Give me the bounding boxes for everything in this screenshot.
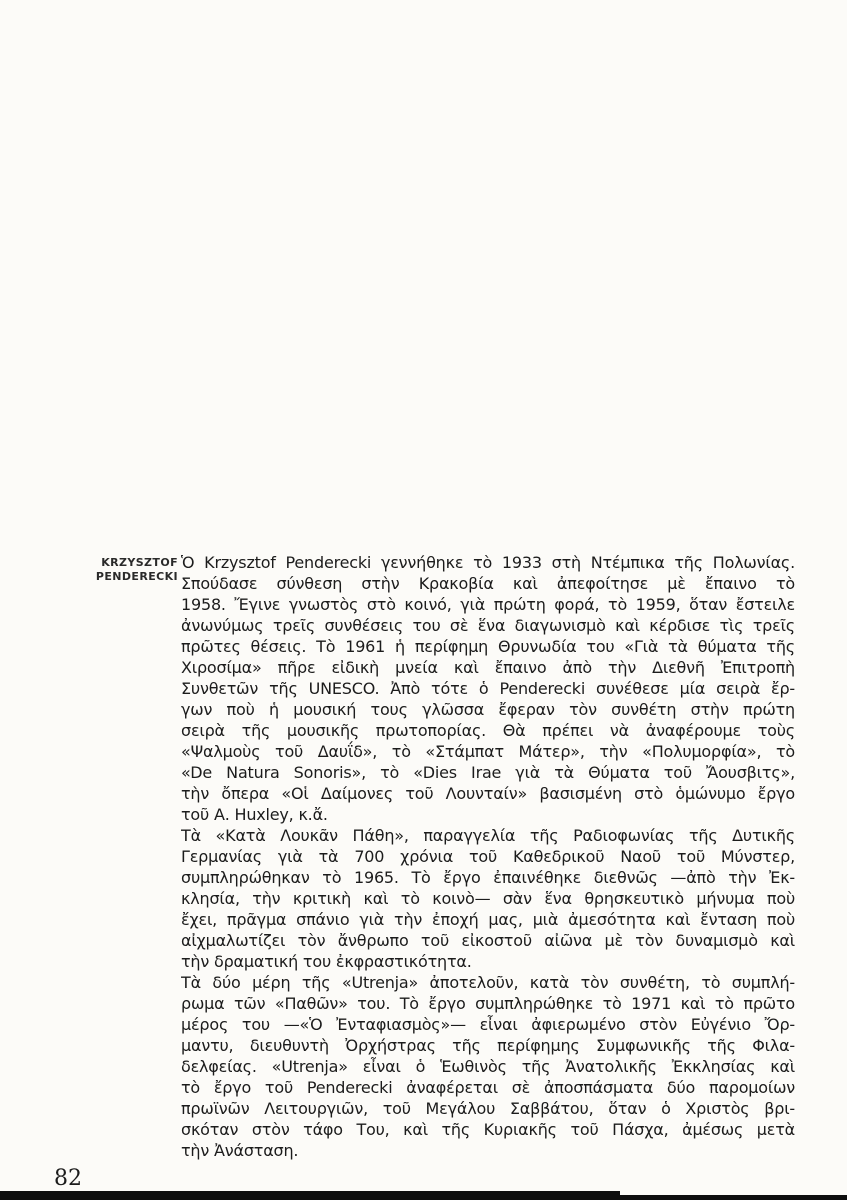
text-line-p1-l13: τοῦ Α. Huxley, κ.ἄ. (181, 805, 328, 824)
article-text (181, 552, 795, 1161)
scan-edge-bar-right (620, 1195, 847, 1200)
scan-edge-bar (0, 1191, 847, 1200)
text-line-p1-l10: «Ψαλμοὺς τοῦ Δαυΐδ», τὸ «Στάμπατ Μάτερ», τὴν «Πολυμορφία», τὸ (181, 742, 795, 761)
text-line-p1-l2: Σπούδασε σύνθεση στὴν Κρακοβία καὶ ἀπεφοίτησε μὲ ἔπαινο τὸ (181, 574, 795, 593)
text-line-p1-l8: γων ποὺ ἡ μουσική τους γλῶσσα ἔφεραν τὸν συνθέτη στὴν πρώτη (181, 700, 795, 719)
text-line-p3-l4: μαντυ, διευθυντὴ Ὀρχήστρας τῆς περίφημης Συμφωνικῆς τῆς Φιλα- (181, 1036, 795, 1055)
text-line-p1-l3: 1958. Ἔγινε γνωστὸς στὸ κοινό, γιὰ πρώτη φορά, τὸ 1959, ὅταν ἔστειλε (181, 595, 795, 614)
text-line-p2-l4: κλησία, τὴν κριτικὴ καὶ τὸ κοινὸ— σὰν ἕνα θρησκευτικὸ μήνυμα ποὺ (181, 889, 795, 908)
text-line-p2-l3: συμπληρώθηκαν τὸ 1965. Τὸ ἔργο ἐπαινέθηκε διεθνῶς —ἀπὸ τὴν Ἐκ- (181, 868, 795, 887)
margin-label-line2: PENDERECKI (95, 569, 178, 583)
text-line-p3-l3: μέρος του —«Ὁ Ἐνταφιασμὸς»— εἶναι ἀφιερωμένο στὸν Εὐγένιο Ὄρ- (181, 1015, 795, 1034)
text-line-p3-l1: Τὰ δύο μέρη τῆς «Utrenja» ἀποτελοῦν, κατὰ τὸν συνθέτη, τὸ συμπλή- (181, 973, 795, 992)
text-line-p2-l7: τὴν δραματική του ἐκφραστικότητα. (181, 952, 472, 971)
text-line-p3-l7: πρωϊνῶν Λειτουργιῶν, τοῦ Μεγάλου Σαββάτου, ὅταν ὁ Χριστὸς βρι- (181, 1099, 795, 1118)
page-number: 82 (54, 1166, 82, 1191)
text-line-p1-l7: Συνθετῶν τῆς UNESCO. Ἀπὸ τότε ὁ Penderecki συνέθεσε μία σειρὰ ἔρ- (181, 679, 795, 698)
text-line-p1-l5: πρῶτες θέσεις. Τὸ 1961 ἡ περίφημη Θρυνωδία του «Γιὰ τὰ θύματα τῆς (181, 637, 795, 656)
text-line-p2-l1: Τὰ «Κατὰ Λουκᾶν Πάθη», παραγγελία τῆς Ραδιοφωνίας τῆς Δυτικῆς (181, 826, 795, 845)
text-line-p1-l9: σειρὰ τῆς μουσικῆς πρωτοπορίας. Θὰ πρέπει νὰ ἀναφέρουμε τοὺς (181, 721, 795, 740)
text-line-p2-l5: ἔχει, πρᾶγμα σπάνιο γιὰ τὴν ἐποχή μας, μιὰ ἀμεσότητα καὶ ἔνταση ποὺ (181, 910, 795, 929)
text-line-p2-l6: αἰχμαλωτίζει τὸν ἄνθρωπο τοῦ εἰκοστοῦ αἰῶνα μὲ τὸν δυναμισμὸ καὶ (181, 931, 795, 950)
text-line-p1-l1: Ὁ Krzysztof Penderecki γεννήθηκε τὸ 1933 στὴ Ντέμπικα τῆς Πολωνίας. (181, 553, 795, 572)
text-line-p1-l6: Χιροσίμα» πῆρε εἰδικὴ μνεία καὶ ἔπαινο ἀπὸ τὴν Διεθνῆ Ἐπιτροπὴ (181, 658, 795, 677)
text-line-p3-l8: σκόταν στὸν τάφο Του, καὶ τῆς Κυριακῆς τοῦ Πάσχα, ἀμέσως μετὰ (181, 1120, 795, 1139)
margin-label-line1: KRZYSZTOF (101, 556, 178, 569)
text-line-p1-l11: «De Natura Sonoris», τὸ «Dies Irae γιὰ τὰ Θύματα τοῦ Ἄουσβιτς», (181, 763, 795, 782)
text-line-p1-l12: τὴν ὄπερα «Οἱ Δαίμονες τοῦ Λουνταίν» βασισμένη στὸ ὁμώνυμο ἔργο (181, 784, 795, 803)
text-line-p3-l5: δελφείας. «Utrenja» εἶναι ὁ Ἑωθινὸς τῆς Ἀνατολικῆς Ἐκκλησίας καὶ (181, 1057, 795, 1076)
text-line-p3-l6: τὸ ἔργο τοῦ Penderecki ἀναφέρεται σὲ ἀποσπάσματα δύο παρομοίων (181, 1078, 795, 1097)
text-line-p2-l2: Γερμανίας γιὰ τὰ 700 χρόνια τοῦ Καθεδρικοῦ Ναοῦ τοῦ Μύνστερ, (181, 847, 795, 866)
text-line-p1-l4: ἀνωνύμως τρεῖς συνθέσεις του σὲ ἕνα διαγωνισμὸ καὶ κέρδισε τὶς τρεῖς (181, 616, 795, 635)
text-line-p3-l9: τὴν Ἀνάσταση. (181, 1141, 299, 1160)
scan-edge-bar-left (0, 1191, 620, 1200)
text-line-p3-l2: ρωμα τῶν «Παθῶν» του. Τὸ ἔργο συμπληρώθηκε τὸ 1971 καὶ τὸ πρῶτο (181, 994, 795, 1013)
margin-label (58, 556, 178, 583)
